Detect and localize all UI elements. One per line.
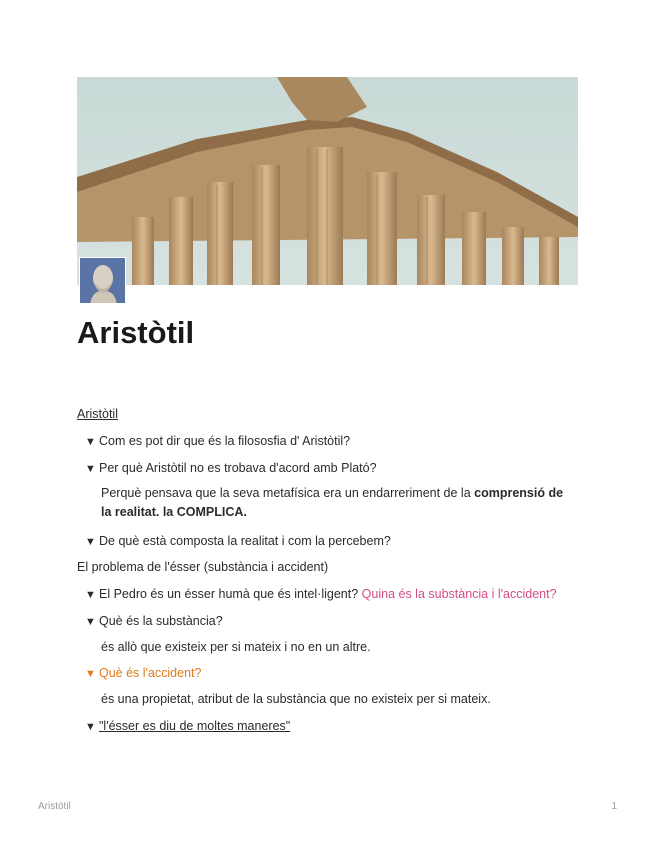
page-title: Aristòtil [77, 315, 195, 350]
answer-bold: comprensió de [474, 486, 564, 500]
answer-q2 [101, 484, 586, 522]
toggle-item-q6[interactable] [85, 666, 201, 680]
toggle-label: El Pedro és un ésser humà que és intel·ligent? [99, 587, 359, 601]
toggle-arrow-icon[interactable]: ▼ [85, 616, 96, 628]
toggle-label: De què està composta la realitat i com la percebem? [99, 534, 391, 548]
answer-q5: és allò que existeix per si mateix i no en un altre. [101, 640, 371, 654]
toggle-item-q5[interactable] [85, 614, 223, 628]
answer-q6: és una propietat, atribut de la substància que no existeix per si mateix. [101, 692, 491, 706]
toggle-label: Per què Aristòtil no es trobava d'acord amb Plató? [99, 461, 377, 475]
answer-text: Perquè pensava que la seva metafísica era un endarreriment de la [101, 486, 475, 500]
highlighted-question: Quina és la substància i l'accident? [361, 587, 557, 601]
footer-page-title: Aristòtil [38, 801, 71, 812]
toggle-arrow-icon[interactable]: ▼ [85, 436, 96, 448]
toggle-arrow-icon[interactable]: ▼ [85, 463, 96, 475]
section-heading: El problema de l'ésser (substància i accident) [77, 560, 329, 574]
toggle-item-q3[interactable] [85, 534, 391, 548]
cover-image [77, 77, 578, 285]
aristotle-bust-icon [79, 257, 126, 304]
toggle-label: Com es pot dir que és la filososfia d' Aristòtil? [99, 434, 351, 448]
toggle-arrow-icon[interactable]: ▼ [85, 668, 96, 680]
toggle-label-link[interactable]: "l'ésser es diu de moltes maneres" [99, 719, 291, 733]
toggle-item-q7[interactable] [85, 719, 290, 733]
toggle-label: Què és la substància? [99, 614, 223, 628]
toggle-arrow-icon[interactable]: ▼ [85, 536, 96, 548]
aristotil-link[interactable]: Aristòtil [77, 407, 118, 421]
toggle-label: Què és l'accident? [99, 666, 202, 680]
toggle-arrow-icon[interactable]: ▼ [85, 589, 96, 601]
toggle-arrow-icon[interactable]: ▼ [85, 721, 96, 733]
toggle-item-q2[interactable] [85, 461, 377, 475]
footer-page-number: 1 [611, 801, 617, 812]
answer-bold: la realitat. la COMPLICA. [101, 505, 247, 519]
toggle-item-q4[interactable] [85, 587, 557, 601]
toggle-item-q1[interactable] [85, 434, 350, 448]
